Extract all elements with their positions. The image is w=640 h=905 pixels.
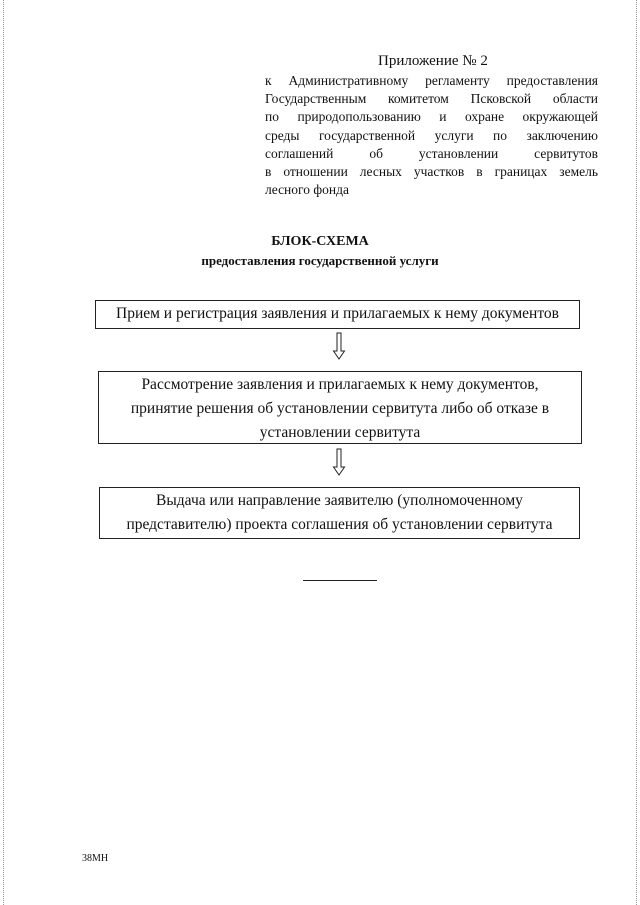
flow-step-text: представителю) проекта соглашения об установлении сервитута (126, 516, 553, 533)
appendix-line: лесного фонда (265, 182, 349, 198)
footer-code: 38МН (82, 853, 109, 864)
scheme-subtitle: предоставления государственной услуги (201, 253, 439, 268)
appendix-title: Приложение № 2 (378, 53, 488, 69)
end-divider (303, 580, 377, 581)
flow-step-text: установлении сервитута (259, 424, 421, 441)
flow-step-text: Выдача или направление заявителю (уполномоченному (156, 492, 523, 509)
flow-step-reception (95, 300, 580, 329)
appendix-line: в отношении лесных участков в границах земель (265, 163, 598, 179)
appendix-line: соглашений об установлении сервитутов (265, 145, 598, 161)
flow-step-review (98, 371, 582, 444)
flow-step-text: Прием и регистрация заявления и прилагаемых к нему документов (116, 305, 559, 322)
flow-step-issuance (99, 487, 580, 539)
appendix-line: по природопользованию и охране окружающей (265, 109, 598, 125)
flow-step-text: принятие решения об установлении сервитута либо об отказе в (130, 400, 550, 417)
appendix-line: к Административному регламенту предоставления (265, 73, 598, 88)
down-arrow-icon (332, 332, 346, 360)
appendix-description (265, 72, 598, 199)
flow-step-text: Рассмотрение заявления и прилагаемых к нему документов, (141, 376, 539, 393)
scheme-title: БЛОК-СХЕМА (271, 234, 369, 249)
page-edge-left (3, 0, 4, 905)
appendix-line: среды государственной услуги по заключению (265, 127, 598, 143)
down-arrow-icon (332, 448, 346, 476)
appendix-line: Государственным комитетом Псковской области (265, 91, 598, 107)
page-edge-right (636, 0, 637, 905)
